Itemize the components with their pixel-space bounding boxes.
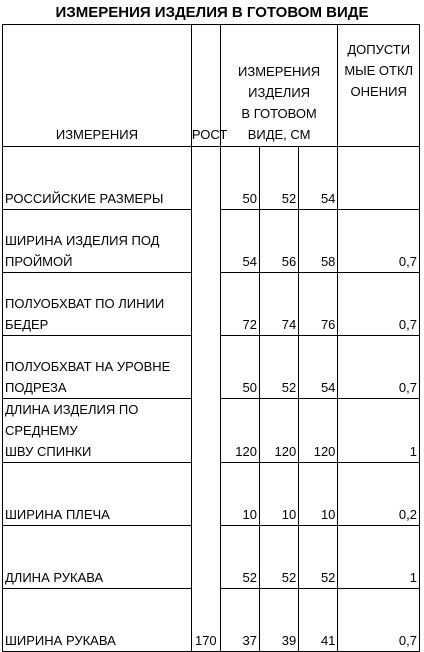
measurement-name <box>3 589 192 652</box>
header-finished-measurements <box>220 25 338 147</box>
measurement-name-line1: ШИРИНА ИЗДЕЛИЯ ПОД <box>5 233 160 248</box>
size-value: 72 <box>220 273 259 336</box>
measurement-name-line1: РОССИЙСКИЕ РАЗМЕРЫ <box>5 191 164 206</box>
measurement-name-line1: ДЛИНА ИЗДЕЛИЯ ПО СРЕДНЕМУ <box>5 402 139 438</box>
header-rost: РОСТ <box>191 25 220 147</box>
tolerance-value: 1 <box>338 526 420 589</box>
tolerance-value: 0,2 <box>338 463 420 526</box>
measurement-name <box>3 463 192 526</box>
header-tolerances-text: ДОПУСТИМЫЕ ОТКЛОНЕНИЯ <box>344 42 414 99</box>
size-value: 120 <box>299 399 338 463</box>
measurement-name <box>3 210 192 273</box>
size-value: 10 <box>299 463 338 526</box>
tolerance-value: 0,7 <box>338 210 420 273</box>
size-value: 52 <box>299 526 338 589</box>
size-value: 37 <box>220 589 259 652</box>
table-row <box>3 147 420 210</box>
size-value: 58 <box>299 210 338 273</box>
size-value: 50 <box>220 147 259 210</box>
size-value: 54 <box>299 147 338 210</box>
measurement-name <box>3 526 192 589</box>
size-value: 52 <box>259 526 298 589</box>
size-value: 39 <box>259 589 298 652</box>
tolerance-value <box>338 147 420 210</box>
measurement-name-line1: ШИРИНА РУКАВА <box>5 633 116 648</box>
size-value: 120 <box>259 399 298 463</box>
header-measurements: ИЗМЕРЕНИЯ <box>3 25 192 147</box>
rost-value: 170 <box>191 147 220 652</box>
measurement-name <box>3 273 192 336</box>
size-value: 54 <box>220 210 259 273</box>
measurement-name-line2: ПОДРЕЗА <box>5 380 67 395</box>
size-value: 76 <box>299 273 338 336</box>
measurement-name-line1: ПОЛУОБХВАТ ПО ЛИНИИ БЕДЕР <box>5 296 165 332</box>
size-value: 120 <box>220 399 259 463</box>
document-title: ИЗМЕРЕНИЯ ИЗДЕЛИЯ В ГОТОВОМ ВИДЕ <box>55 4 369 21</box>
size-value: 52 <box>259 336 298 399</box>
measurement-name-line2: ПРОЙМОЙ <box>5 254 73 269</box>
size-value: 50 <box>220 336 259 399</box>
header-finished-measurements-line1: ИЗМЕРЕНИЯ ИЗДЕЛИЯ <box>238 64 321 100</box>
measurement-name-line2: ШВУ СПИНКИ <box>5 444 92 459</box>
measurement-name-line1: ДЛИНА РУКАВА <box>5 570 104 585</box>
tolerance-value: 1 <box>338 399 420 463</box>
size-value: 52 <box>259 147 298 210</box>
measurement-name <box>3 147 192 210</box>
header-tolerances <box>338 25 420 147</box>
header-finished-measurements-line2: В ГОТОВОМ ВИДЕ, СМ <box>241 106 317 142</box>
measurement-name-line1: ШИРИНА ПЛЕЧА <box>5 507 110 522</box>
measurements-table <box>2 24 420 652</box>
measurement-name <box>3 399 192 463</box>
tolerance-value: 0,7 <box>338 589 420 652</box>
size-value: 10 <box>259 463 298 526</box>
tolerance-value: 0,7 <box>338 273 420 336</box>
size-value: 52 <box>220 526 259 589</box>
table-header-row <box>3 25 420 147</box>
size-value: 54 <box>299 336 338 399</box>
measurement-name-line1: ПОЛУОБХВАТ НА УРОВНЕ <box>5 359 171 374</box>
measurement-name <box>3 336 192 399</box>
tolerance-value: 0,7 <box>338 336 420 399</box>
size-value: 10 <box>220 463 259 526</box>
size-value: 56 <box>259 210 298 273</box>
size-value: 41 <box>299 589 338 652</box>
size-value: 74 <box>259 273 298 336</box>
